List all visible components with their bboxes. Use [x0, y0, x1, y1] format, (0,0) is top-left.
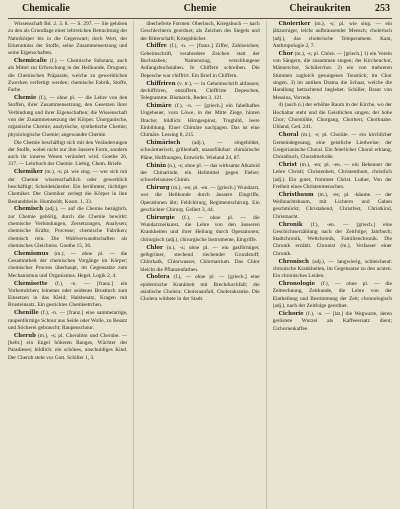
entry-headword: Chemiker — [14, 169, 43, 176]
dictionary-entry — [140, 140, 259, 162]
entry-text: (f.), -n. — [franz.] Ziffer, Zahlzeichen; Geheimschrift, verabredete Zeichen statt der Buchstaben; Namenszug, verschlungene Anfangsbuchstaben. In Chiffern schreiben. Die Depesche war chiffrirt. Ein Brief in Chiffern. — [140, 43, 260, 79]
entry-text: (f.), -n. — [franz.] ein Vorhemdchen; leinenes oder seidenes Brusttuch zum Einsetzen in das Kleid; Halsbesatz, Kragen mit Brusteinsatz. Ein gesticktes Chemisettchen. — [8, 280, 128, 309]
entry-text: Wissenschaft Bd. 2. 3. 8. — S. 297. — Sie gehören zu den als Grundlage einer lehrreichen Betrachtung der Naturkörper bis in die Gegenwart; doch Wert, der Erkenntniss der Stoffe, seine Zusammensetzung und seine Eigenschaften. — [8, 21, 128, 57]
dictionary-entry — [273, 102, 392, 131]
entry-text: (f.) — Chemische Substanz, auch als Mittel zur Erforschung in der Heilkunde, Droguen; die Chemischen Präparate, welche zu gewerblichen Zwecken verfertigt werden; chemische Fabrik, Stoffe, Farbe. — [8, 58, 128, 94]
column-1 — [8, 21, 127, 509]
entry-headword: Chemie — [14, 95, 37, 102]
dictionary-entry — [140, 215, 259, 244]
entry-headword: Chirurg — [146, 185, 170, 192]
dictionary-entry — [8, 95, 127, 139]
header-left-word: Chemicalie — [22, 3, 70, 14]
entry-headword: Choleriker — [278, 21, 311, 27]
dictionary-entry — [273, 51, 392, 102]
page-number: 253 — [375, 3, 390, 14]
entry-text: überlieferte Formen: Oberbuch, Kriegsbuch — nach Geschlechtern geordnet; als Zeichen des Siegels und der Ritterschaft; Kriegsbücher. — [140, 21, 260, 42]
entry-headword: Choral — [278, 132, 299, 139]
dictionary-entry — [273, 21, 392, 50]
entry-text: (adj.), — auf die Chemie bezüglich, zur Chemie gehörig, durch die Chemie bewirkt: chemische Verbindungen, Zersetzungen, Analysen; chemische Kräfte, Processe; chemische Fabriken; chemisch rein. Die Wahlverwandtschaften als chemisches Gleichniss. Goethe 15, 36. — [8, 206, 128, 249]
entry-headword: Christ — [278, 162, 297, 169]
entry-text: (f.), -n. — [franz.] eine sammetartige, raupenförmige Schnur aus Seide oder Wolle, zu Besatz und Stickerei gebraucht; Raupenschnur. — [8, 310, 128, 331]
entry-headword: Chiffre — [146, 43, 167, 50]
entry-headword: Chimäre — [146, 103, 172, 110]
dictionary-entry — [8, 281, 127, 310]
entry-headword: Cholera — [146, 274, 170, 281]
entry-text: (v. tr.), — in Geheimschrift abfassen; dechiffriren, entziffern. Chiffrirte Depeschen, Telegramme. Bismarck, Reden 3, 121. — [140, 80, 260, 102]
entry-headword: Chronisch — [278, 258, 309, 265]
entry-text: (adj.), — langwierig, schleichend: chronische Krankheiten, im Gegensatze zu den acuten. Ein chronisches Leiden. — [272, 258, 392, 280]
page-header — [8, 3, 392, 17]
entry-text: Die Chemie beschäftigt sich mit den Veränderungen der Stoffe, wobei nicht nur ihre äussere Form, sondern auch ihr inneres Wesen verändert wird. Goethe 26, 317. — Lehrbuch der Chemie. Liebig, Chem. Briefe. — [8, 139, 128, 168]
entry-headword: Chiffriren — [146, 80, 176, 87]
entry-text: (adj.), — eingebildet, schwärmerisch, grillenhaft, unausführbar: chimärische Pläne, Hoffnungen, Entwürfe. Wieland 24, 87. — [140, 140, 260, 161]
entry-headword: Chemisch — [14, 206, 44, 213]
dictionary-entry — [140, 245, 259, 274]
dictionary-entry — [273, 192, 392, 221]
dictionary-entry — [8, 140, 127, 169]
entry-text: (m.), -s; pl. Chöre. — [griech.] 1) ein Verein von Sängern, die zusammen singen; der Kirchenchor, Männerchor, Schülerchor. 2) ein von mehreren Stimmen zugleich gesungenes Tonstück; im Chor singen. 3) im antiken Drama die Schaar, welche die Handlung betrachtend begleitet. Schiller, Braut von Messina, Vorrede. — [272, 50, 392, 101]
dictionary-entry — [273, 281, 392, 310]
dictionary-entry — [273, 222, 392, 258]
entry-text: (m.), -s; pl. Choräle. — ein kirchlicher Gemeindegesang, eine geistliche Liedweise; der Gregorianische Choral. Ein feierlicher Choral erklang. Choralbuch, Choralmelodie. — [272, 132, 392, 161]
entry-text: (f.), — ohne pl. — die Lehre von den Stoffen, ihrer Zusammensetzung, den Gesetzen ihrer Verbindung und ihrer Eigenschaften; die Wissenschaft von der Zusammensetzung der Körper. Unorganische, organische Chemie; analytische, synthetische Chemie; physiologische Chemie; angewandte Chemie. — [8, 95, 128, 138]
dictionary-entry — [140, 185, 259, 214]
entry-text: (m.), — ohne pl. — die Gesammtheit der chemischen Vorgänge im Körper; chemischer Process überhaupt, im Gegensatze zum Mechanismus und Organismus. Hegel, Logik 2, 4. — [8, 250, 128, 279]
entry-text: (n.), -s; ohne pl. — ein gasförmiger, gelbgrüner, stechend riechender Grundstoff; Chlorkalk, Chlorwasser, Chlornatrium. Das Chlor bleicht die Pflanzenfarben. — [140, 244, 260, 273]
entry-text: (f.), — ohne pl. — die Wundarzneikunst, die Lehre von den äusseren Krankheiten und ihrer Heilung durch Operationen; chirurgisch (adj.), chirurgische Instrumente, Eingriffe. — [140, 214, 260, 243]
entry-text: (m.), -es; pl. -bäume. — der Weihnachtsbaum, mit Lichtern und Gaben geschmückt; Christabend, Christfest, Christkind, Christnacht. — [272, 191, 392, 220]
dictionary-entry — [273, 311, 392, 333]
entry-headword: Chronologie — [278, 281, 316, 288]
entry-headword: Chor — [278, 50, 294, 57]
entry-text: (m.), -en; pl. -en. — [griech.] Wundarzt, wer die Heilkunde durch äussere Eingriffe, Operationen übt; Feldchirurg, Regimentschirurg. Ein geschickter Chirurg. Gellert 3, 44. — [140, 185, 260, 213]
entry-headword: Chronik — [278, 221, 303, 228]
entry-text: (f.), -n. — [lat.] die Wegwarte, deren geröstete Wurzel als Kaffeeersatz dient; Cichorienkaffee. — [272, 310, 392, 332]
dictionary-entry — [8, 251, 127, 280]
entry-headword: Cherub — [14, 332, 36, 339]
dictionary-entry — [273, 259, 392, 281]
entry-text: (f.), -n. — [griech.] ein fabelhaftes Ungeheuer, vorn Löwe, in der Mitte Ziege, hinten Drache; bildlich: Hirngespinst, Trugbild, leere Einbildung. Einer Chimäre nachjagen. Das ist eine Chimäre. Lessing 8, 215. — [140, 103, 260, 139]
entry-text: (n.), -s; ohne pl. — das wirksame Alkaloid der Chinarinde, ein Heilmittel gegen Fieber; schwefelsaures Chinin. — [140, 162, 260, 184]
dictionary-entry — [8, 206, 127, 250]
entry-text: (m.), -s; pl. Cherubim und Cherube. — [hebr.] ein Engel höheren Ranges, Wächter des Paradieses; bildlich: ein schönes, unschuldiges Kind. Der Cherub steht vor Gott. Schiller 1, 3. — [8, 332, 128, 361]
entry-text: (m.), -en; pl. -en. — ein Bekenner der Lehre Christi; Christenheit, Christenthum, christlich (adj.). Ein guter, frommer Christ. Luther, Von der Freiheit eines Christenmenschen. — [272, 162, 392, 190]
dictionary-entry — [273, 132, 392, 161]
column-divider — [266, 21, 267, 509]
dictionary-entry — [273, 162, 392, 191]
header-rule — [8, 18, 392, 19]
entry-text: (m.), -s; pl. wie sing. — wer sich mit der Chemie wissenschaftlich oder gewerblich beschäftigt; Scheidekünstler. Ein berühmter, tüchtiger Chemiker. Der Chemiker zerlegt die Körper in ihre Bestandtheile. Humboldt, Kosm. 1, 33. — [8, 169, 128, 205]
dictionary-entry — [8, 169, 127, 205]
entry-headword: Chemicalie — [14, 58, 48, 65]
entry-text: (m.), -s; pl. wie sing. — ein jähzorniger, leicht aufbrausender Mensch; cholerisch (adj.), das cholerische Temperament. Kant, Anthropologie 2, 7. — [272, 21, 392, 49]
dictionary-entry — [140, 81, 259, 103]
entry-headword: Chemisette — [14, 280, 48, 287]
entry-headword: Cichorie — [278, 310, 304, 317]
dictionary-entry — [8, 58, 127, 94]
entry-text: (f.), — ohne pl. — [griech.] eine epidemische Krankheit mit Brechdurchfall; die asiatische Cholera; Choleraanfall, Cholerakranke. Die Cholera wüthete in der Stadt. — [140, 274, 260, 303]
entry-headword: Chinin — [146, 162, 167, 169]
columns — [8, 21, 392, 509]
entry-headword: Chenille — [14, 310, 39, 317]
entry-headword: Chlor — [146, 244, 163, 251]
entry-headword: Chemismus — [14, 250, 49, 257]
dictionary-entry — [140, 163, 259, 185]
entry-headword: Christbaum — [278, 191, 314, 198]
column-3 — [273, 21, 392, 509]
column-divider — [133, 21, 134, 509]
column-2 — [140, 21, 259, 509]
dictionary-entry — [140, 21, 259, 43]
dictionary-entry — [140, 274, 259, 303]
dictionary-entry — [8, 21, 127, 57]
header-right-group — [289, 3, 390, 14]
dictionary-entry — [140, 103, 259, 139]
dictionary-entry — [8, 333, 127, 362]
entry-text: 4) (auch n.) der erhöhte Raum in der Kirche, wo der Hochaltar steht und die Geistlichen singen; der hohe Chor; Chorstühle, Chorgang, Chorherr, Chorknabe. Uhland, Ged. 241. — [272, 102, 392, 131]
entry-headword: Chimärisch — [146, 140, 181, 147]
entry-text: (f.), -en. — [griech.] eine Geschichtserzählung nach der Zeitfolge; Jahrbuch; Stadtchronik, Weltchronik, Familienchronik. Die Chronik erzählt. Chronist (m.), Verfasser einer Chronik. — [272, 221, 392, 257]
entry-headword: Chirurgie — [146, 214, 175, 221]
header-center-word: Chemie — [183, 3, 217, 14]
header-right-word: Cheiraukriten — [289, 3, 351, 14]
dictionary-entry — [140, 43, 259, 79]
entry-text: (f.), — ohne pl. — die Zeitrechnung, Zeitkunde, die Lehre von der Eintheilung und Bestimmung der Zeit; chronologisch (adj.), nach der Zeitfolge geordnet. — [272, 281, 392, 310]
dictionary-entry — [8, 310, 127, 332]
